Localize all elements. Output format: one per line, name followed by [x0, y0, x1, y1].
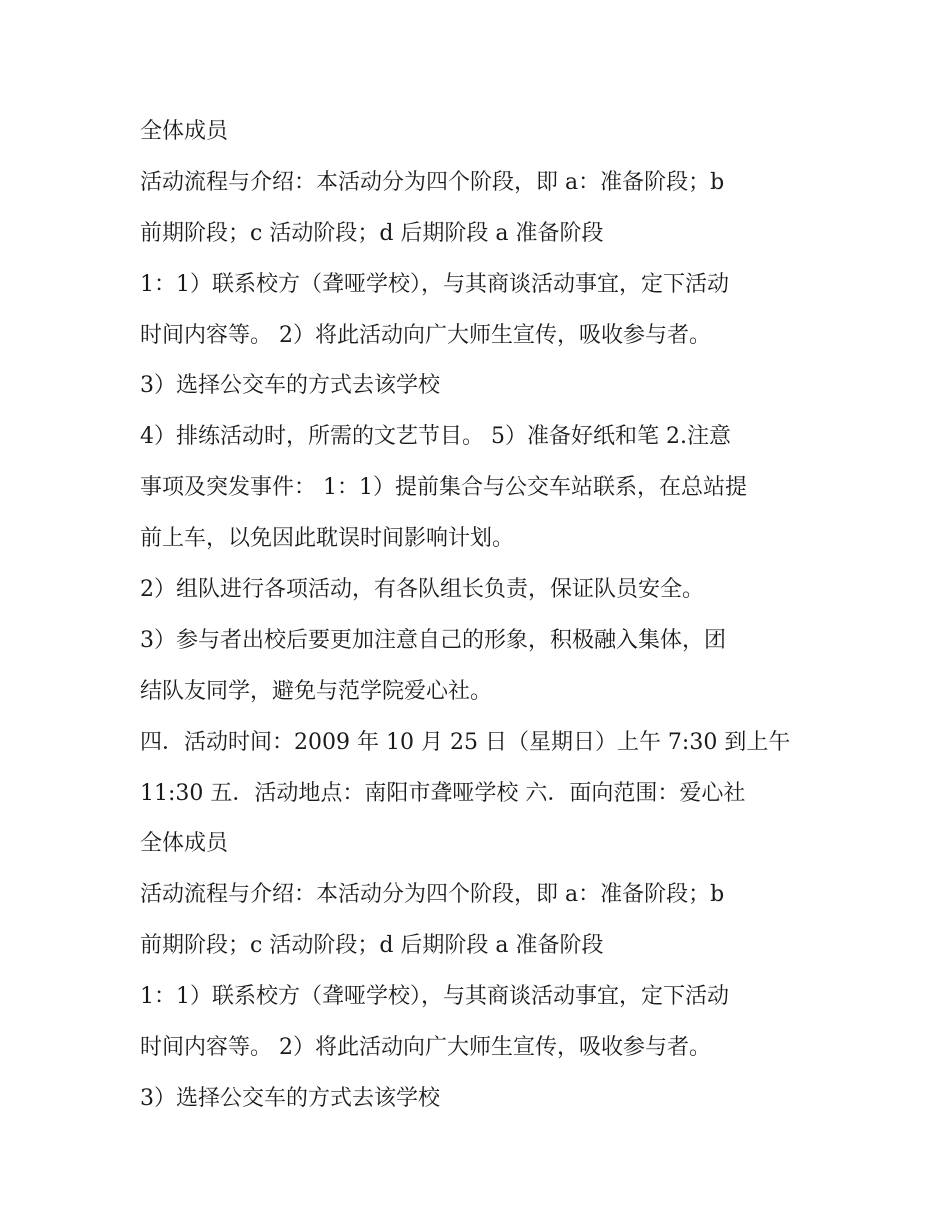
text-line: 1：1）联系校方（聋哑学校），与其商谈活动事宜，定下活动 — [140, 271, 729, 297]
text-line: 前期阶段；c 活动阶段；d 后期阶段 a 准备阶段 — [140, 220, 604, 246]
text-line: 前上车，以免因此耽误时间影响计划。 — [140, 526, 515, 552]
text-line: 结队友同学，避免与范学院爱心社。 — [140, 678, 493, 704]
text-line: 4）排练活动时，所需的文艺节目。 5）准备好纸和笔 2.注意 — [140, 424, 731, 450]
document-body — [140, 107, 830, 1125]
text-line: 活动流程与介绍：本活动分为四个阶段，即 a：准备阶段；b — [140, 882, 725, 908]
text-line: 3）选择公交车的方式去该学校 — [140, 373, 440, 399]
text-line: 前期阶段；c 活动阶段；d 后期阶段 a 准备阶段 — [140, 933, 604, 959]
text-line: 全体成员 — [140, 831, 229, 857]
text-line: 四．活动时间：2009 年 10 月 25 日（星期日）上午 7:30 到上午 — [140, 729, 791, 755]
text-line: 3）选择公交车的方式去该学校 — [140, 1085, 440, 1111]
text-line: 事项及突发事件： 1：1）提前集合与公交车站联系，在总站提 — [140, 475, 747, 501]
text-line: 时间内容等。 2）将此活动向广大师生宣传，吸收参与者。 — [140, 1035, 711, 1061]
text-line: 活动流程与介绍：本活动分为四个阶段，即 a：准备阶段；b — [140, 169, 725, 195]
text-line: 2）组队进行各项活动，有各队组长负责，保证队员安全。 — [140, 577, 704, 603]
text-line: 1：1）联系校方（聋哑学校），与其商谈活动事宜，定下活动 — [140, 984, 729, 1010]
text-line: 3）参与者出校后要更加注意自己的形象，积极融入集体，团 — [140, 627, 726, 653]
text-line: 全体成员 — [140, 119, 229, 144]
text-line: 11:30 五．活动地点：南阳市聋哑学校 六．面向范围：爱心社 — [140, 780, 746, 806]
text-line: 时间内容等。 2）将此活动向广大师生宣传，吸收参与者。 — [140, 322, 711, 348]
